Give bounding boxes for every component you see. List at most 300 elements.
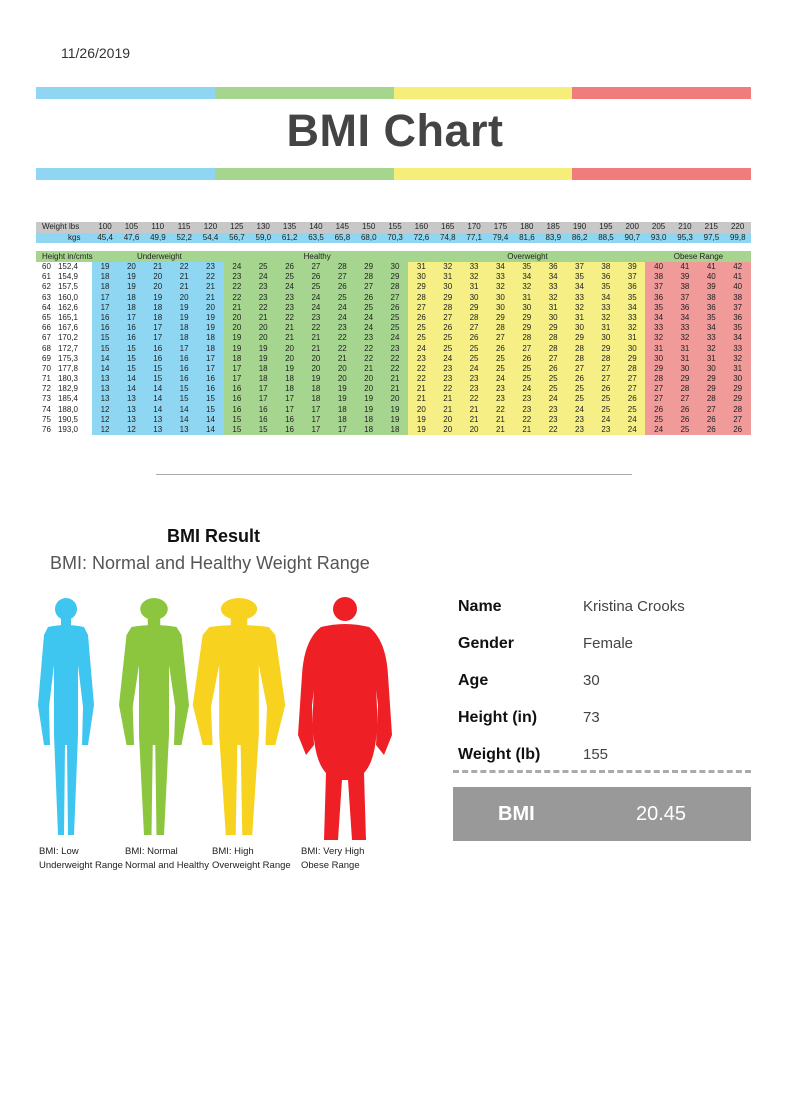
bmi-cell: 16 (224, 394, 250, 404)
bmi-cell: 20 (250, 333, 276, 343)
weight-kgs-cell: 70,3 (387, 232, 403, 242)
bmi-cell: 33 (672, 323, 698, 333)
bmi-cell: 34 (698, 323, 724, 333)
bmi-cell: 31 (435, 272, 461, 282)
bmi-cell: 19 (197, 313, 223, 323)
height-in-cell: 64 (42, 302, 51, 312)
height-in-cell: 70 (42, 363, 51, 373)
bmi-cell: 28 (435, 303, 461, 313)
bmi-cell: 39 (672, 272, 698, 282)
bmi-cell: 24 (619, 415, 645, 425)
bmi-cell: 21 (145, 262, 171, 272)
bmi-cell: 12 (118, 425, 144, 435)
bmi-cell: 27 (619, 374, 645, 384)
bmi-cell: 14 (118, 374, 144, 384)
weight-lbs-cell: 105 (124, 222, 139, 231)
bmi-cell: 16 (171, 364, 197, 374)
bmi-cell: 27 (382, 293, 408, 303)
bmi-cell: 12 (92, 405, 118, 415)
weight-kgs-cell: 63,5 (308, 232, 324, 242)
info-value-age: 30 (583, 672, 600, 689)
weight-kgs-cell: 52,2 (176, 232, 193, 242)
bmi-cell: 17 (92, 303, 118, 313)
bmi-cell: 16 (145, 344, 171, 354)
bmi-cell: 28 (461, 313, 487, 323)
bmi-cell: 15 (250, 425, 276, 435)
weight-lbs-cell: 100 (98, 222, 112, 231)
bmi-cell: 13 (118, 394, 144, 404)
bmi-cell: 26 (698, 425, 724, 435)
bmi-cell: 19 (382, 415, 408, 425)
bmi-cell: 35 (645, 303, 671, 313)
bmi-cell: 21 (487, 425, 513, 435)
bmi-cell: 30 (487, 303, 513, 313)
bmi-cell: 16 (224, 384, 250, 394)
bmi-cell: 31 (566, 313, 592, 323)
bmi-cell: 17 (145, 333, 171, 343)
bmi-cell: 18 (303, 394, 329, 404)
bmi-cell: 32 (698, 344, 724, 354)
bmi-cell: 27 (619, 384, 645, 394)
bmi-cell: 24 (514, 384, 540, 394)
bmi-cell: 28 (355, 272, 381, 282)
bmi-cell: 23 (355, 333, 381, 343)
bmi-cell: 21 (171, 282, 197, 292)
bmi-cell: 20 (250, 323, 276, 333)
weight-lbs-cell: 140 (309, 222, 323, 231)
bmi-cell: 14 (118, 384, 144, 394)
bmi-cell: 17 (118, 313, 144, 323)
bmi-cell: 32 (593, 313, 619, 323)
bmi-cell: 20 (224, 313, 250, 323)
bmi-cell: 19 (118, 282, 144, 292)
height-cm-cell: 180,3 (57, 374, 78, 384)
bmi-cell: 17 (303, 415, 329, 425)
bmi-cell: 17 (224, 364, 250, 374)
bmi-cell: 30 (566, 323, 592, 333)
bmi-cell: 18 (197, 344, 223, 354)
bmi-cell: 15 (145, 364, 171, 374)
bmi-cell: 18 (355, 425, 381, 435)
bmi-cell: 18 (250, 364, 276, 374)
bmi-cell: 24 (487, 374, 513, 384)
bmi-cell: 13 (118, 405, 144, 415)
bmi-cell: 17 (303, 405, 329, 415)
bmi-cell: 22 (329, 344, 355, 354)
bmi-cell: 33 (487, 272, 513, 282)
weight-kgs-cell: 47,6 (123, 232, 140, 242)
weight-lbs-cell: 195 (599, 222, 613, 231)
bmi-cell: 20 (276, 354, 302, 364)
bmi-cell: 28 (566, 354, 592, 364)
bmi-cell: 23 (435, 364, 461, 374)
bmi-cell: 23 (276, 303, 302, 313)
bmi-cell: 28 (619, 364, 645, 374)
bmi-cell: 22 (408, 374, 434, 384)
bmi-cell: 28 (329, 262, 355, 272)
bmi-cell: 34 (540, 272, 566, 282)
bmi-cell: 31 (461, 282, 487, 292)
bmi-cell: 25 (329, 293, 355, 303)
bmi-cell: 26 (672, 405, 698, 415)
bmi-cell: 40 (724, 282, 750, 292)
weight-kgs-cell: 56,7 (229, 232, 245, 242)
table-row (36, 394, 751, 404)
bmi-cell: 17 (92, 293, 118, 303)
bmi-cell: 37 (645, 282, 671, 292)
bmi-cell: 17 (276, 405, 302, 415)
bmi-cell: 26 (540, 364, 566, 374)
bmi-cell: 14 (92, 354, 118, 364)
bmi-cell: 26 (355, 293, 381, 303)
caption-overweight (212, 845, 291, 873)
table-row (36, 313, 751, 323)
bmi-cell: 21 (487, 415, 513, 425)
bmi-cell: 13 (92, 384, 118, 394)
bmi-cell: 22 (514, 415, 540, 425)
info-value-weight: 155 (583, 746, 609, 763)
bmi-cell: 13 (92, 394, 118, 404)
bmi-cell: 32 (487, 282, 513, 292)
bmi-cell: 16 (250, 405, 276, 415)
bmi-cell: 33 (645, 323, 671, 333)
weight-lbs-cell: 135 (282, 222, 297, 231)
weight-kgs-cell: 81,6 (519, 232, 535, 242)
bmi-cell: 34 (645, 313, 671, 323)
bmi-cell: 15 (145, 374, 171, 384)
bmi-cell: 25 (593, 394, 619, 404)
bmi-cell: 29 (382, 272, 408, 282)
bmi-cell: 18 (145, 303, 171, 313)
info-key-age: Age (458, 671, 489, 689)
bmi-cell: 24 (276, 282, 302, 292)
weight-kgs-cell: 95,3 (677, 232, 693, 242)
bmi-cell: 19 (171, 313, 197, 323)
weight-lbs-cell: 190 (572, 222, 587, 231)
bmi-cell: 18 (197, 333, 223, 343)
bmi-cell: 25 (435, 344, 461, 354)
table-row (36, 384, 751, 394)
bmi-cell: 20 (171, 293, 197, 303)
bmi-cell: 20 (329, 364, 355, 374)
bmi-cell: 26 (408, 313, 434, 323)
info-value-height: 73 (583, 709, 600, 726)
height-in-cell: 67 (42, 333, 51, 343)
weight-kgs-cell: 65,8 (334, 232, 351, 242)
height-cm-cell: 157,5 (57, 282, 78, 292)
bmi-cell: 16 (92, 313, 118, 323)
bmi-cell: 30 (408, 272, 434, 282)
bmi-cell: 28 (698, 394, 724, 404)
bmi-cell: 42 (724, 262, 750, 272)
bmi-cell: 15 (118, 354, 144, 364)
bmi-cell: 29 (645, 364, 671, 374)
bmi-cell: 35 (724, 323, 750, 333)
bmi-cell: 20 (303, 364, 329, 374)
weight-lbs-cell: 150 (361, 222, 376, 231)
bmi-cell: 21 (197, 293, 223, 303)
bmi-cell: 29 (566, 333, 592, 343)
bmi-cell: 25 (645, 415, 671, 425)
table-row (36, 364, 751, 374)
bmi-cell: 19 (276, 364, 302, 374)
bmi-cell: 20 (435, 415, 461, 425)
bmi-cell: 15 (92, 333, 118, 343)
bmi-cell: 18 (118, 303, 144, 313)
bmi-cell: 18 (276, 384, 302, 394)
bmi-cell: 40 (698, 272, 724, 282)
bmi-cell: 21 (224, 303, 250, 313)
user-info (458, 588, 753, 773)
weight-kgs-cell: 77,1 (466, 232, 482, 242)
bmi-cell: 17 (250, 394, 276, 404)
bmi-cell: 25 (487, 364, 513, 374)
bmi-cell: 22 (382, 354, 408, 364)
bmi-cell: 36 (619, 282, 645, 292)
bmi-cell: 19 (382, 405, 408, 415)
table-row (36, 405, 751, 415)
bmi-cell: 37 (566, 262, 592, 272)
bmi-cell: 26 (435, 323, 461, 333)
color-stripe-top (36, 87, 751, 99)
bmi-cell: 24 (329, 303, 355, 313)
bmi-cell: 20 (197, 303, 223, 313)
bmi-cell: 22 (329, 333, 355, 343)
bmi-cell: 32 (672, 333, 698, 343)
bmi-cell: 24 (355, 323, 381, 333)
bmi-cell: 21 (514, 425, 540, 435)
bmi-cell: 33 (698, 333, 724, 343)
weight-lbs-cell: 210 (678, 222, 692, 231)
bmi-cell: 30 (645, 354, 671, 364)
bmi-cell: 26 (514, 354, 540, 364)
bmi-cell: 33 (461, 262, 487, 272)
height-in-cell: 60 (42, 262, 51, 271)
bmi-cell: 41 (672, 262, 698, 272)
bmi-cell: 25 (540, 374, 566, 384)
bmi-cell: 26 (698, 415, 724, 425)
bmi-cell: 13 (171, 425, 197, 435)
bmi-cell: 24 (303, 293, 329, 303)
bmi-cell: 25 (672, 425, 698, 435)
bmi-cell: 15 (92, 344, 118, 354)
bmi-cell: 24 (566, 405, 592, 415)
bmi-cell: 19 (303, 374, 329, 384)
bmi-cell: 19 (250, 354, 276, 364)
weight-kgs-cell: 54,4 (202, 232, 219, 242)
weight-lbs-cell: 205 (651, 222, 666, 231)
color-stripe-bottom (36, 168, 751, 180)
bmi-cell: 18 (92, 282, 118, 292)
weight-lbs-cell: 170 (467, 222, 481, 231)
bmi-cell: 23 (461, 384, 487, 394)
bmi-cell: 19 (118, 272, 144, 282)
bmi-cell: 27 (540, 354, 566, 364)
table-row (36, 303, 751, 313)
bmi-cell: 28 (487, 323, 513, 333)
height-cm-cell: 172,7 (57, 343, 78, 353)
bmi-cell: 21 (408, 394, 434, 404)
bmi-cell: 26 (593, 384, 619, 394)
table-row (36, 415, 751, 425)
bmi-cell: 25 (461, 354, 487, 364)
bmi-cell: 29 (724, 384, 750, 394)
bmi-cell: 18 (224, 354, 250, 364)
bmi-cell: 17 (303, 425, 329, 435)
bmi-cell: 32 (645, 333, 671, 343)
bmi-cell: 30 (593, 333, 619, 343)
bmi-cell: 29 (435, 293, 461, 303)
info-value-gender: Female (583, 635, 634, 652)
info-row-height (458, 699, 753, 736)
height-cm-cell: 170,2 (57, 333, 78, 343)
bmi-cell: 19 (408, 415, 434, 425)
bmi-cell: 26 (303, 272, 329, 282)
bmi-cell: 17 (329, 425, 355, 435)
bmi-cell: 27 (566, 364, 592, 374)
bmi-cell: 25 (382, 313, 408, 323)
bmi-cell: 24 (435, 354, 461, 364)
bmi-cell: 34 (514, 272, 540, 282)
bmi-cell: 31 (724, 364, 750, 374)
weight-kgs-cell: 97,5 (703, 232, 720, 242)
bmi-cell: 27 (461, 323, 487, 333)
bmi-cell: 27 (514, 344, 540, 354)
bmi-cell: 39 (698, 282, 724, 292)
bmi-cell: 40 (645, 262, 671, 272)
bmi-cell: 12 (92, 425, 118, 435)
bmi-cell: 27 (329, 272, 355, 282)
bmi-cell: 20 (355, 374, 381, 384)
bmi-cell: 23 (566, 415, 592, 425)
bmi-cell: 36 (593, 272, 619, 282)
bmi-cell: 22 (171, 262, 197, 272)
bmi-cell: 23 (276, 293, 302, 303)
bmi-cell: 16 (118, 333, 144, 343)
bmi-cell: 34 (619, 303, 645, 313)
height-in-cell: 69 (42, 353, 51, 363)
bmi-cell: 27 (698, 405, 724, 415)
bmi-cell: 21 (435, 405, 461, 415)
bmi-cell: 30 (514, 303, 540, 313)
bmi-cell: 38 (593, 262, 619, 272)
bmi-cell: 23 (540, 405, 566, 415)
bmi-cell: 27 (303, 262, 329, 272)
weight-lbs-cell: 180 (520, 222, 534, 231)
bmi-cell: 31 (619, 333, 645, 343)
bmi-cell: 39 (619, 262, 645, 272)
height-in-cell: 63 (42, 292, 51, 302)
bmi-cell: 17 (224, 374, 250, 384)
bmi-cell: 16 (118, 323, 144, 333)
bmi-cell: 25 (461, 344, 487, 354)
weight-lbs-cell: 200 (625, 222, 639, 231)
bmi-cell: 17 (197, 364, 223, 374)
bmi-cell: 23 (487, 384, 513, 394)
bmi-cell: 16 (224, 405, 250, 415)
height-in-cell: 62 (42, 282, 51, 292)
bmi-cell: 38 (672, 282, 698, 292)
bmi-cell: 21 (435, 394, 461, 404)
bmi-cell: 26 (672, 415, 698, 425)
bmi-cell: 30 (672, 364, 698, 374)
info-key-weight: Weight (lb) (458, 745, 541, 763)
caption-underweight-line2: Underweight Range (39, 860, 123, 871)
bmi-cell: 25 (355, 303, 381, 313)
category-row (36, 251, 751, 262)
bmi-cell: 18 (382, 425, 408, 435)
height-in-cell: 65 (42, 312, 51, 322)
category-label: Overweight (507, 252, 548, 261)
bmi-cell: 12 (92, 415, 118, 425)
bmi-cell: 23 (566, 425, 592, 435)
weight-lbs-cell: 175 (493, 222, 508, 231)
height-cm-cell: 165,1 (57, 312, 78, 322)
bmi-cell: 28 (540, 344, 566, 354)
bmi-cell: 26 (461, 333, 487, 343)
bmi-cell: 31 (645, 344, 671, 354)
weight-kgs-cell: 83,9 (545, 232, 562, 242)
bmi-cell: 25 (514, 374, 540, 384)
bmi-cell: 28 (382, 282, 408, 292)
height-in-cell: 73 (42, 394, 51, 404)
bmi-cell: 23 (329, 323, 355, 333)
bmi-cell: 25 (540, 384, 566, 394)
height-cm-cell: 190,5 (57, 414, 78, 424)
weight-lbs-label: Weight lbs (42, 222, 80, 231)
weight-lbs-cell: 215 (704, 222, 718, 231)
bmi-cell: 17 (171, 344, 197, 354)
bmi-cell: 24 (619, 425, 645, 435)
bmi-cell: 32 (461, 272, 487, 282)
weight-kgs-cell: 93,0 (650, 232, 667, 242)
bmi-cell: 22 (355, 354, 381, 364)
weight-lbs-cell: 110 (151, 222, 165, 231)
bmi-cell: 22 (197, 272, 223, 282)
bmi-cell: 25 (276, 272, 302, 282)
bmi-cell: 14 (197, 425, 223, 435)
bmi-cell: 33 (593, 303, 619, 313)
bmi-cell: 21 (276, 333, 302, 343)
bmi-cell: 26 (382, 303, 408, 313)
height-cm-cell: 182,9 (57, 384, 78, 394)
report-date: 11/26/2019 (61, 45, 131, 61)
bmi-cell: 32 (566, 303, 592, 313)
bmi-cell: 35 (593, 282, 619, 292)
caption-obese-line2: Obese Range (301, 860, 360, 871)
bmi-cell: 34 (593, 293, 619, 303)
dashed-divider (453, 770, 751, 773)
info-key-height: Height (in) (458, 708, 538, 726)
bmi-cell: 21 (382, 384, 408, 394)
bmi-cell: 25 (566, 384, 592, 394)
weight-kgs-cell: 88,5 (598, 232, 614, 242)
info-row-name (458, 588, 753, 625)
bmi-cell: 19 (197, 323, 223, 333)
bmi-cell: 22 (303, 323, 329, 333)
caption-normal-line2: Normal and Healthy (125, 860, 209, 871)
bmi-cell: 14 (197, 415, 223, 425)
bmi-cell: 20 (118, 262, 144, 272)
bmi-cell: 15 (197, 394, 223, 404)
bmi-cell: 37 (619, 272, 645, 282)
height-in-cell: 61 (42, 272, 51, 282)
bmi-cell: 21 (197, 282, 223, 292)
bmi-cell: 25 (435, 333, 461, 343)
height-in-cell: 75 (42, 414, 51, 424)
height-in-cell: 68 (42, 343, 51, 353)
caption-underweight-line1: BMI: Low (39, 846, 79, 857)
